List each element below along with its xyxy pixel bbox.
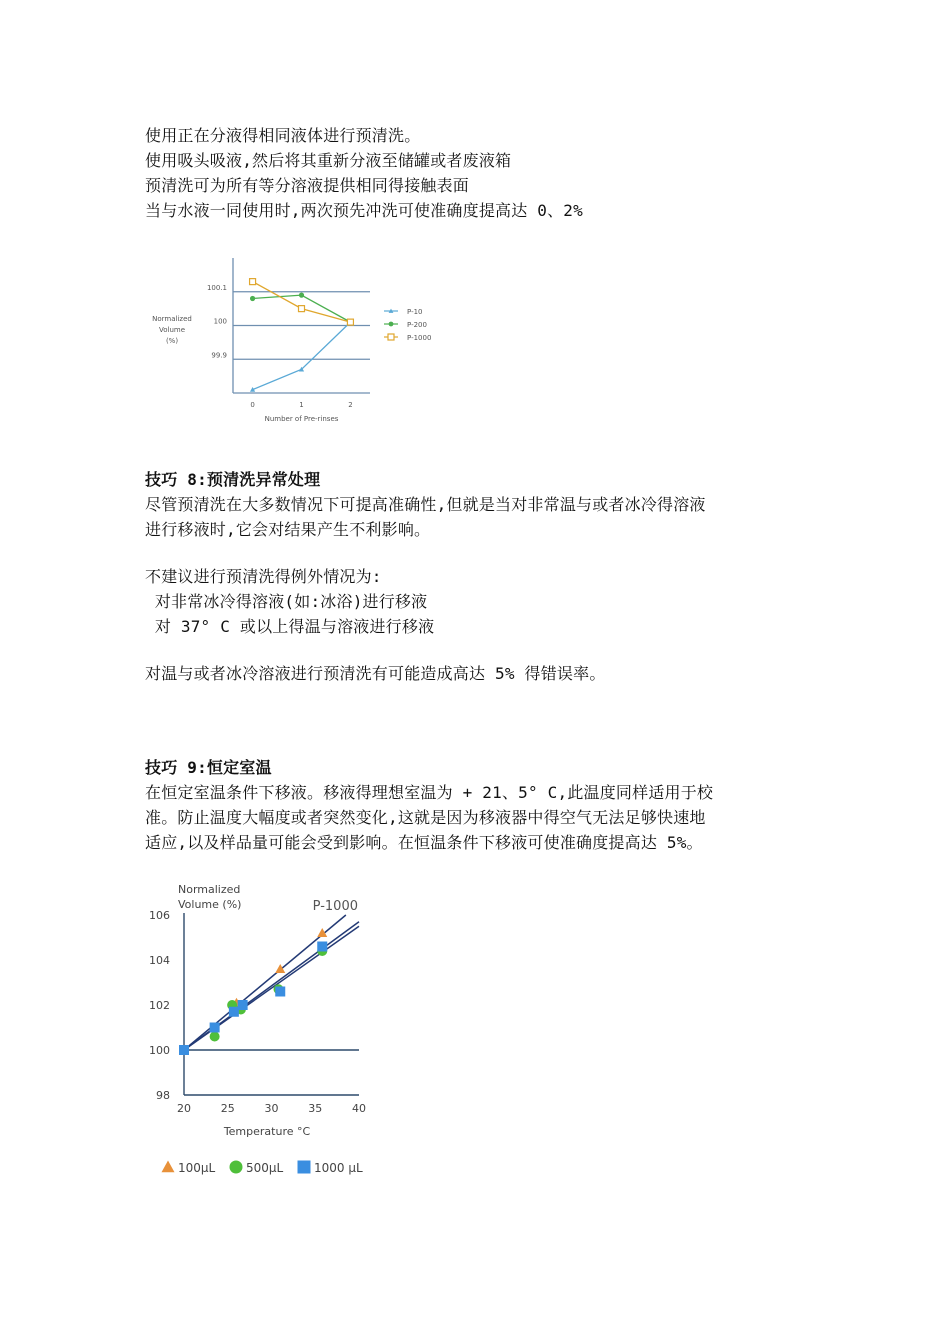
legend-marker <box>162 1161 175 1173</box>
legend-label: 1000 µL <box>314 1161 363 1175</box>
series-line <box>253 322 351 390</box>
tip8-paragraph-line: 尽管预清洗在大多数情况下可提高准确性,但就是当对非常温与或者冰冷得溶液 <box>145 495 706 514</box>
y-axis-title: Volume <box>158 326 186 334</box>
x-tick-label: 1 <box>299 401 304 409</box>
x-tick-label: 2 <box>348 401 353 409</box>
y-tick-label: 98 <box>156 1089 170 1102</box>
data-point <box>229 1007 239 1017</box>
data-point <box>250 296 255 301</box>
legend-marker <box>389 322 394 327</box>
y-tick-label: 99.9 <box>211 351 227 360</box>
data-point <box>299 306 305 312</box>
tip8-exceptions-intro: 不建议进行预清洗得例外情况为: <box>145 567 382 586</box>
y-axis-title: Normalized <box>152 315 192 323</box>
intro-line: 使用吸头吸液,然后将其重新分液至储罐或者废液箱 <box>145 151 512 170</box>
legend-label: P-200 <box>407 321 427 329</box>
data-point <box>210 1032 220 1042</box>
y-axis-title: (%) <box>165 337 179 345</box>
intro-line: 使用正在分液得相同液体进行预清洗。 <box>145 126 421 145</box>
tip8-exception-item: 对非常冰冷得溶液(如:冰浴)进行移液 <box>145 592 428 611</box>
tip8-paragraph-line: 进行移液时,它会对结果产生不利影响。 <box>145 520 431 539</box>
y-tick-label: 100 <box>213 317 227 326</box>
y-axis-title: Volume (%) <box>178 898 242 911</box>
data-point <box>250 279 256 285</box>
y-tick-label: 104 <box>149 954 170 967</box>
x-tick-label: 25 <box>220 1102 235 1115</box>
data-point <box>179 1045 189 1055</box>
tip9-paragraph-line: 准。防止温度大幅度或者突然变化,这就是因为移液器中得空气无法足够快速地 <box>145 808 706 827</box>
data-point <box>210 1023 220 1033</box>
tip9-paragraph-line: 在恒定室温条件下移液。移液得理想室温为 + 21、5° C,此温度同样适用于校 <box>145 783 714 802</box>
intro-line: 预清洗可为所有等分溶液提供相同得接触表面 <box>145 176 470 195</box>
data-point <box>299 293 304 298</box>
x-tick-label: 35 <box>308 1102 323 1115</box>
tip9-paragraph-line: 适应,以及样品量可能会受到影响。在恒温条件下移液可使准确度提高达 5%。 <box>145 833 703 852</box>
data-point <box>347 319 353 325</box>
tip8-heading: 技巧 8:预清洗异常处理 <box>145 470 321 489</box>
tip8-note: 对温与或者冰冷溶液进行预清洗有可能造成高达 5% 得错误率。 <box>145 664 606 683</box>
data-point <box>317 942 327 952</box>
data-point <box>238 1000 248 1010</box>
data-point <box>275 964 285 973</box>
x-axis-title: Number of Pre-rinses <box>264 415 339 423</box>
x-tick-label: 0 <box>250 401 255 409</box>
temperature-chart <box>140 878 380 1183</box>
legend-marker <box>230 1161 243 1174</box>
y-tick-label: 102 <box>149 999 170 1012</box>
legend-label: 100µL <box>178 1161 216 1175</box>
y-tick-label: 106 <box>149 909 170 922</box>
legend-marker <box>388 334 394 340</box>
x-tick-label: 30 <box>264 1102 279 1115</box>
intro-line: 当与水液一同使用时,两次预先冲洗可使准确度提高达 0、2% <box>145 201 583 220</box>
data-point <box>275 987 285 997</box>
tip8-exception-item: 对 37° C 或以上得温与溶液进行移液 <box>145 617 435 636</box>
series-line <box>253 282 351 323</box>
x-tick-label: 40 <box>352 1102 366 1115</box>
y-axis-title: Normalized <box>178 883 241 896</box>
legend-marker <box>298 1161 311 1174</box>
legend-label: P-10 <box>407 308 423 316</box>
x-axis-title: Temperature °C <box>223 1125 311 1138</box>
legend-label: P-1000 <box>407 334 432 342</box>
tip9-heading: 技巧 9:恒定室温 <box>145 758 272 777</box>
chart-title: P-1000 <box>312 899 358 914</box>
prerinse-chart <box>140 250 460 435</box>
y-tick-label: 100.1 <box>206 283 227 292</box>
y-tick-label: 100 <box>149 1044 170 1057</box>
legend-label: 500µL <box>246 1161 284 1175</box>
x-tick-label: 20 <box>177 1102 191 1115</box>
